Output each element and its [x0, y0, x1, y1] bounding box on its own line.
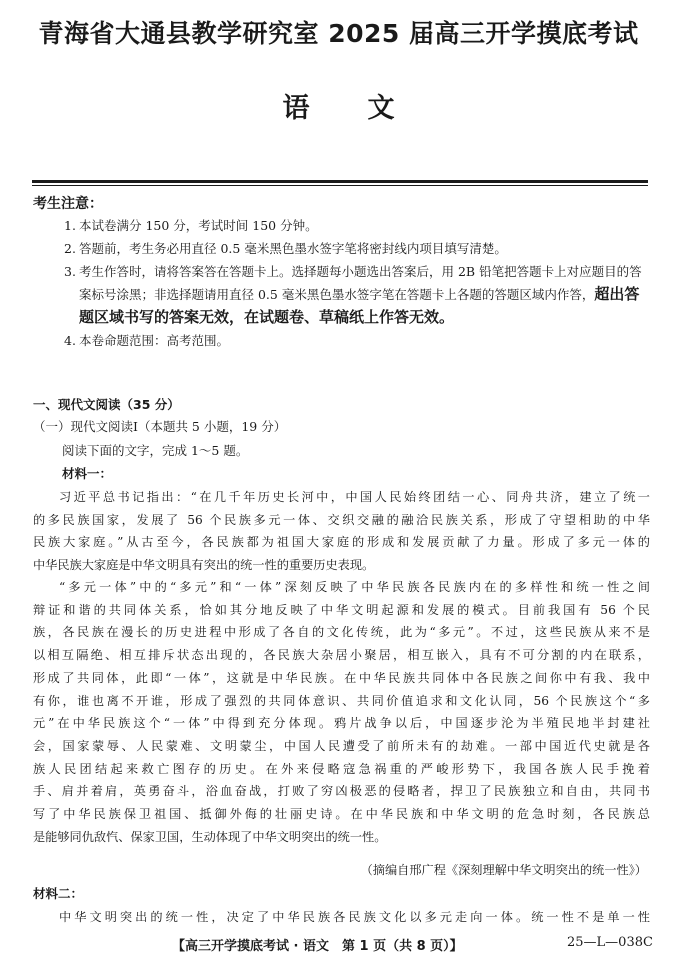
paragraph-line: 手、肩并着肩，英勇奋斗，浴血奋战，打败了穷凶极恶的侵略者，捍卫了民族独立和自由，共同书 [33, 784, 650, 799]
notice-item-text: 本试卷满分 150 分，考试时间 150 分钟。 [79, 218, 318, 233]
paragraph-line: 的多民族国家，发展了 56 个民族多元一体、交织交融的融洽民族关系，形成了守望相助的中华 [33, 512, 650, 527]
footer-code: 25—L—038C [567, 935, 653, 950]
paragraph-line: 元”在中华民族这个“一体”中得到充分体现。鸦片战争以后，中国逐步沦为半殖民地半封建社 [33, 716, 650, 731]
notice-item-text-a: 考生作答时，请将答案答在答题卡上。选择题每小题选出答案后，用 2B 铅笔把答题卡上对应题目的答案标号涂黑；非选择题请用直径 0.5 毫米黑色墨水签字笔在答题卡上各题的答题区域内作答， [79, 264, 642, 302]
material-1-label: 材料一： [62, 466, 113, 481]
paragraph-line: 以相互隔绝、相互排斥状态出现的，各民族大杂居小聚居，相互嵌入，具有不可分割的内在联系， [33, 648, 650, 663]
notice-item [64, 329, 654, 352]
notice-heading: 考生注意： [33, 196, 103, 212]
notice-item-number: 4. [64, 333, 76, 348]
material-2-label: 材料二： [33, 886, 84, 901]
notice-item-number: 1. [64, 218, 76, 233]
paragraph-line: 是能够同仇敌忾、保家卫国，生动体现了中华文明突出的统一性。 [33, 829, 387, 844]
notice-item-emphasis: 超出答题区域书写的答案无效，在试题卷、草稿纸上作答无效。 [79, 285, 640, 326]
notice-item [64, 237, 654, 260]
paragraph-line: 会，国家蒙辱、人民蒙难、文明蒙尘，中国人民遭受了前所未有的劫难。一部中国近代史就是各 [33, 738, 650, 753]
paragraph-line: 族，各民族在漫长的历史进程中形成了各自的文化传统，此为“多元”。不过，这些民族从来不是 [33, 625, 650, 640]
notice-item-number: 3. [64, 264, 76, 279]
source-citation: （摘编自邢广程《深刻理解中华文明突出的统一性》） [360, 863, 647, 877]
notice-item-text: 本卷命题范围：高考范围。 [79, 333, 230, 348]
paragraph-line: 民族大家庭。”从古至今，各民族都为祖国大家庭的形成和发展贡献了力量。形成了多元一体的 [33, 535, 650, 550]
notice-item [64, 260, 654, 329]
paragraph-line: 辩证和谐的共同体关系，恰如其分地反映了中华文明起源和发展的模式。目前我国有 56 个民 [33, 602, 650, 617]
notice-item [64, 214, 654, 237]
notice-item-number: 2. [64, 241, 76, 256]
paragraph-line: 写了中华民族保卫祖国、抵御外侮的壮丽史诗。在中华民族和中华文明的危急时刻，各民族总 [33, 807, 650, 822]
subsection-heading: （一）现代文阅读Ⅰ（本题共 5 小题，19 分） [33, 419, 287, 434]
subject-title: 语文 [282, 93, 453, 124]
paragraph-line: 族人民团结起来救亡图存的历史。在外来侵略寇急祸重的严峻形势下，我国各族人民手挽着 [33, 761, 650, 776]
paragraph-line: 中华民族大家庭是中华文明具有突出的统一性的重要历史表现。 [33, 558, 375, 573]
paragraph-line: 形成了共同体，此即“一体”，这就是中华民族。在中华民族共同体中各民族之间你中有我、我中 [33, 670, 650, 685]
paragraph-2 [33, 576, 650, 848]
notice-list [64, 214, 654, 352]
exam-title: 青海省大通县教学研究室 2025 届高三开学摸底考试 [38, 19, 639, 48]
section-heading: 一、现代文阅读（35 分） [33, 397, 180, 412]
reading-instruction: 阅读下面的文字，完成 1～5 题。 [62, 443, 249, 458]
notice-item-text [64, 260, 654, 329]
paragraph-line: 习近平总书记指出：“在几千年历史长河中，中国人民始终团结一心、同舟共济，建立了统一 [59, 490, 650, 504]
notice-item-text: 答题前，考生务必用直径 0.5 毫米黑色墨水签字笔将密封线内项目填写清楚。 [79, 241, 507, 256]
footer-page-info: 【高三开学摸底考试 · 语文 第 1 页（共 8 页）】 [172, 939, 463, 954]
paragraph-line: 有你，谁也离不开谁，形成了强烈的共同体意识、共同价值追求和文化认同，56 个民族这个“多 [33, 693, 650, 708]
paragraph-1 [33, 486, 650, 577]
paragraph-3: 中华文明突出的统一性，决定了中华民族各民族文化以多元走向一体。统一性不是单一性 [59, 910, 650, 924]
divider-thin [32, 185, 648, 186]
divider-thick [32, 180, 648, 183]
paragraph-line: “多元一体”中的“多元”和“一体”深刻反映了中华民族各民族内在的多样性和统一性之间 [59, 580, 650, 594]
